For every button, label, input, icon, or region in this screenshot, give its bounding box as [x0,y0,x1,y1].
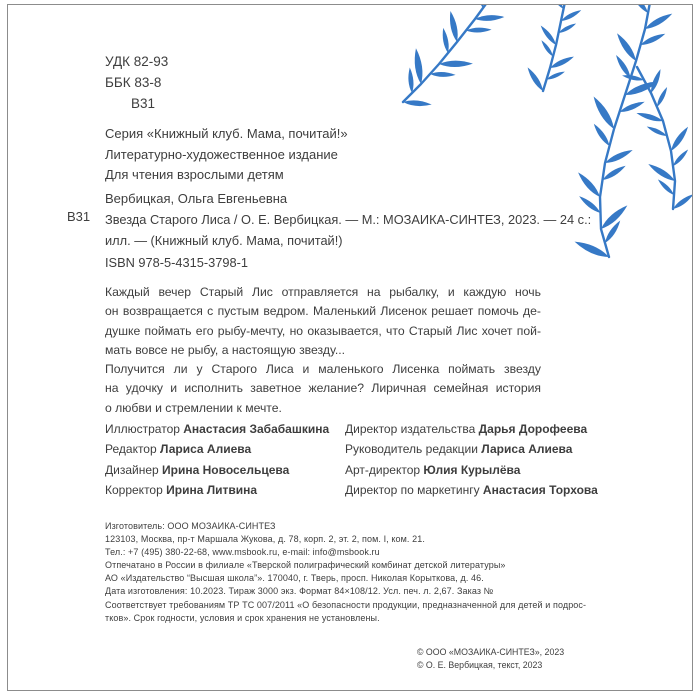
imprint-line: АО «Издательство “Высшая школа”». 170040, г. Тверь, просп. Николая Корыткова, д. 46. [105,573,484,584]
annotation-line: он возвращается с пустым ведром. Маленький Лисенок решает помочь де- [105,304,541,319]
credit-name: Ирина Литвина [166,483,258,498]
credit-role: Руководитель редакции [345,442,478,457]
copyright-line: © О. Е. Вербицкая, текст, 2023 [417,660,543,670]
credit-row [105,419,329,439]
credit-role: Директор издательства [345,422,476,436]
bbk-number: ББК 83-8 [105,75,162,90]
credit-role: Редактор [105,442,157,457]
copyright-block [417,646,564,672]
credit-name: Лариса Алиева [481,442,573,457]
series-title: Серия «Книжный клуб. Мама, почитай!» [105,126,348,141]
annotation-paragraph [105,283,541,418]
udk-number: УДК 82-93 [105,54,169,69]
credit-row [105,480,329,500]
imprint-line: тков». Срок годности, условия и срок хранения не установлены. [105,612,380,623]
imprint-line: Тел.: +7 (495) 380-22-68, www.msbook.ru, e-mail: info@msbook.ru [105,547,380,558]
annotation-line: мать вовсе не рыбу, а настоящую звезду... [105,342,345,357]
credit-role: Арт-директор [345,462,421,477]
credit-name: Юлия Курылёва [423,462,521,477]
credit-row [345,439,598,459]
credit-name: Дарья Дорофеева [478,422,588,436]
imprint-block [105,520,586,625]
annotation-line: Каждый вечер Старый Лис отправляется на рыбалку, и каждую ночь [105,285,541,299]
classification-block [105,51,168,114]
credit-name: Ирина Новосельцева [162,462,290,477]
copyright-line: © ООО «МОЗАИКА-СИНТЕЗ», 2023 [417,647,565,657]
credit-row [105,439,329,459]
credit-row [345,419,598,439]
bibliographic-entry [105,209,591,273]
imprint-line: 123103, Москва, пр-т Маршала Жукова, д. 78, корп. 2, эт. 2, пом. I, ком. 21. [105,534,425,545]
bib-author-sign: В31 [67,209,91,224]
annotation-line: душке поймать его рыбу-мечту, но оказывается, что Старый Лис хочет пой- [105,323,541,338]
credit-row [345,480,598,500]
author-sign: В31 [131,96,156,111]
credit-name: Лариса Алиева [160,442,252,457]
imprint-line: Отпечатано в России в филиале «Тверской полиграфический комбинат детской литературы» [105,560,506,571]
annotation-line: Получится ли у Старого Лиса и маленького Лисенка поймать звезду [105,362,541,377]
credit-name: Анастасия Торхова [482,483,598,498]
credit-role: Иллюстратор [105,422,180,436]
credit-role: Дизайнер [105,462,159,477]
edition-type: Литературно-художественное издание [105,146,338,162]
credit-name: Анастасия Забабашкина [183,422,330,436]
imprint-line: Изготовитель: ООО МОЗАИКА-СИНТЕЗ [105,521,276,531]
author-heading: Вербицкая, Ольга Евгеньевна [105,191,288,206]
credit-role: Корректор [105,483,163,498]
bib-line: илл. — (Книжный клуб. Мама, почитай!) [105,233,343,249]
credits-column-left [105,419,329,501]
isbn-number: ISBN 978-5-4315-3798-1 [105,254,248,270]
audience-note: Для чтения взрослыми детям [105,167,284,182]
credits-column-right [345,419,598,501]
credit-role: Директор по маркетингу [345,483,480,498]
annotation-line: на удочку и исполнить заветное желание? Лиричная семейная история [105,381,541,396]
imprint-line: Соответствует требованиям ТР ТС 007/2011 «О безопасности продукции, предназначенной для детей и подрос- [105,599,587,610]
imprint-line: Дата изготовления: 10.2023. Тираж 3000 экз. Формат 84×108/12. Усл. печ. л. 2,67. Заказ № [105,586,494,597]
book-imprint-page [7,4,693,691]
bib-line: Звезда Старого Лиса / О. Е. Вербицкая. — М.: МОЗАИКА-СИНТЕЗ, 2023. — 24 с.: [105,212,592,227]
annotation-line: о любви и стремлении к мечте. [105,400,282,415]
credit-row [345,460,598,480]
series-block [105,124,348,186]
credit-row [105,460,329,480]
